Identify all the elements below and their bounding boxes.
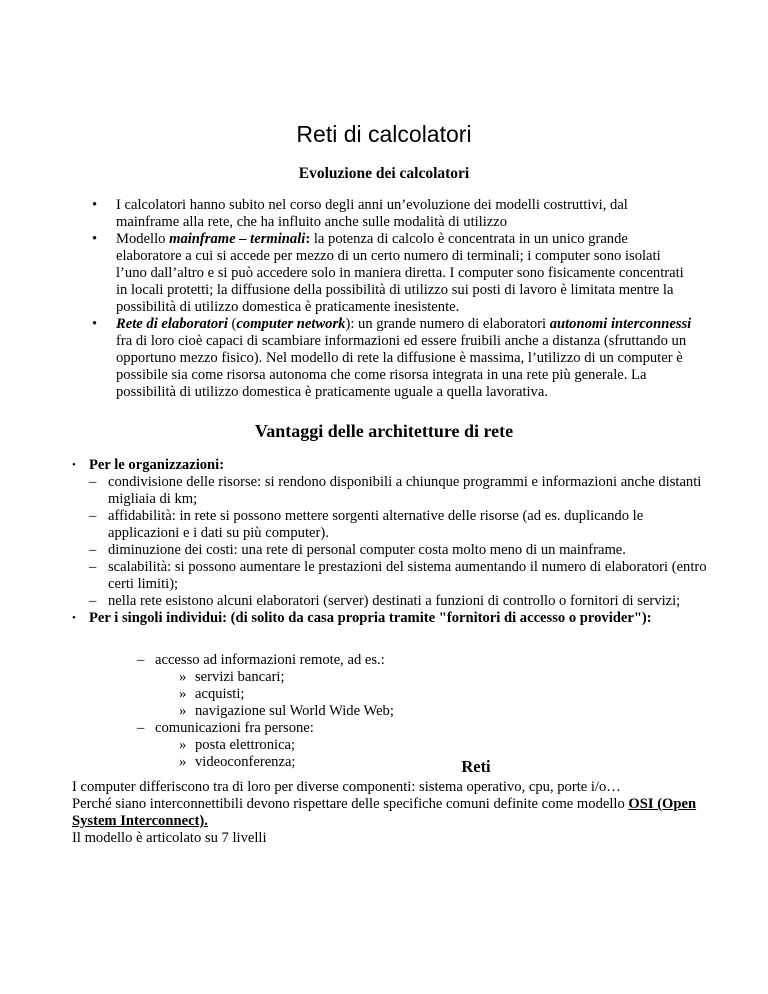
list-item: » posta elettronica; [155, 737, 637, 754]
list-item: – affidabilità: in rete si possono mettere sorgenti alternative delle risorse (ad es. duplicando le applicazioni e i dati su più computer). [89, 508, 712, 542]
list-item: – condivisione delle risorse: si rendono disponibili a chiunque programmi e informazioni anche distanti migliaia di km; [89, 474, 712, 508]
term-autonomi: autonomi interconnessi [549, 316, 692, 332]
bullet-text: ( [227, 316, 237, 332]
individui-sublist [137, 652, 637, 771]
term-rete: Rete di elaboratori [116, 316, 228, 332]
list-item: » acquisti; [155, 686, 637, 703]
osi-term: OSI (Open System Interconnect). [72, 796, 697, 829]
bullet-text: I calcolatori hanno subito nel corso degli anni un’evoluzione dei modelli costruttivi, dal mainframe alla rete, che ha influito anche sulle modalità di utilizzo [116, 197, 628, 230]
ind-label: Per i singoli individui: (di solito da casa propria tramite "fornitori di accesso o provider"): [89, 610, 652, 626]
list-item [92, 316, 692, 401]
list-item-organizzazioni [72, 457, 712, 610]
term-computer-network: computer network [236, 316, 346, 332]
group-label: accesso ad informazioni remote, ad es.: [155, 652, 385, 668]
list-item-individui [72, 610, 712, 627]
org-label: Per le organizzazioni: [89, 457, 225, 473]
list-item: – scalabilità: si possono aumentare le prestazioni del sistema aumentando il numero di elaboratori (entro certi limiti); [89, 559, 712, 593]
list-item [137, 652, 637, 720]
paragraph-text: Perché siano interconnettibili devono rispettare delle specifiche comuni definite come modello [72, 796, 629, 812]
paragraph-line: Il modello è articolato su 7 livelli [72, 830, 267, 846]
list-item [92, 197, 692, 231]
vantaggi-list [72, 457, 712, 627]
bullet-text: la potenza di calcolo è concentrata in un unico grande elaboratore a cui si accede per mezzo di un certo numero di terminali; i computer sono isolati l’uno dall’altro e si può accedere solo in maniera diretta. I computer sono fisicamente concentrati in locali protetti; la diffusione della possibilità di utilizzo sui posti di lavoro è limitata mentre la possibilità di utilizzo domestica è praticamente inesistente. [116, 231, 684, 315]
org-sublist [89, 474, 712, 610]
list-item [92, 231, 692, 316]
group-label: comunicazioni fra persone: [155, 720, 314, 736]
paragraph-line: I computer differiscono tra di loro per diverse componenti: sistema operativo, cpu, porte i/o… [72, 779, 621, 795]
paragraph-line [72, 796, 732, 830]
section-heading-evoluzione: Evoluzione dei calcolatori [298, 165, 470, 182]
list-item: – diminuzione dei costi: una rete di personal computer costa molto meno di un mainframe. [89, 542, 712, 559]
section-heading-reti: Reti [461, 757, 491, 776]
term-colon: : [305, 231, 311, 247]
bullet-text: ): un grande numero di elaboratori [345, 316, 550, 332]
list-item: » servizi bancari; [155, 669, 637, 686]
page-title: Reti di calcolatori [296, 121, 472, 147]
nested-list [155, 669, 637, 720]
bullet-text: fra di loro cioè capaci di scambiare informazioni ed essere fruibili anche a distanza (sfruttando un opportuno mezzo fisico). Nel modello di rete la diffusione è massima, l’utilizzo di un computer è possibile sia come risorsa autonoma che come risorsa integrata in una rete più generale. La possibilità di utilizzo domestica è praticamente uguale a quella lavorativa. [116, 333, 687, 400]
list-item: – nella rete esistono alcuni elaboratori (server) destinati a funzioni di controllo o fornitori di servizi; [89, 593, 712, 610]
term-mainframe: mainframe – terminali [169, 231, 306, 247]
list-item: » navigazione sul World Wide Web; [155, 703, 637, 720]
evoluzione-list [92, 197, 692, 401]
reti-paragraph [72, 779, 732, 847]
list-item: » videoconferenza; [155, 754, 637, 771]
bullet-text: Modello [116, 231, 170, 247]
section-heading-vantaggi: Vantaggi delle architetture di rete [254, 421, 514, 441]
